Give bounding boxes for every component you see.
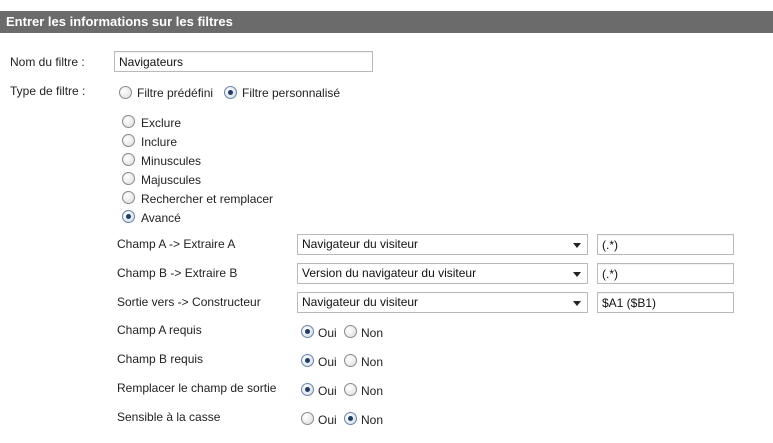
chevron-down-icon — [573, 243, 581, 248]
override-output-yes-label: Oui — [318, 384, 337, 398]
radio-search-replace[interactable] — [122, 191, 135, 204]
section-title: Entrer les informations sur les filtres — [6, 14, 233, 29]
field-a-select-value: Navigateur du visiteur — [302, 237, 419, 251]
radio-include-label: Inclure — [141, 135, 178, 149]
radio-search-replace-label: Rechercher et remplacer — [141, 192, 274, 206]
radio-lowercase-label: Minuscules — [141, 154, 202, 168]
chevron-down-icon — [573, 272, 581, 277]
field-a-required-label: Champ A requis — [117, 323, 202, 337]
field-b-select-value: Version du navigateur du visiteur — [302, 266, 477, 280]
field-b-required-label: Champ B requis — [117, 352, 204, 366]
case-sensitive-label: Sensible à la casse — [117, 410, 221, 424]
field-b-required-yes-label: Oui — [318, 355, 337, 369]
filter-type-label: Type de filtre : — [10, 84, 86, 98]
field-b-required-yes-radio[interactable] — [301, 354, 314, 367]
case-sensitive-yes-radio[interactable] — [301, 412, 314, 425]
radio-uppercase[interactable] — [122, 172, 135, 185]
output-select[interactable] — [297, 292, 588, 313]
field-b-pattern-input[interactable] — [597, 263, 734, 284]
radio-lowercase[interactable] — [122, 153, 135, 166]
filter-type-predefined-radio[interactable] — [119, 86, 132, 99]
case-sensitive-yes-label: Oui — [318, 413, 337, 427]
chevron-down-icon — [573, 301, 581, 306]
field-a-pattern-input[interactable] — [597, 234, 734, 255]
field-b-required-no-radio[interactable] — [344, 354, 357, 367]
output-pattern-input[interactable] — [597, 292, 734, 313]
filter-type-custom-label: Filtre personnalisé — [242, 86, 341, 100]
radio-uppercase-label: Majuscules — [141, 173, 202, 187]
radio-advanced-label: Avancé — [141, 211, 181, 225]
field-a-select[interactable] — [297, 234, 588, 255]
field-a-required-no-label: Non — [361, 326, 384, 340]
field-b-label: Champ B -> Extraire B — [117, 266, 238, 280]
field-a-required-yes-radio[interactable] — [301, 325, 314, 338]
case-sensitive-no-label: Non — [361, 413, 384, 427]
output-select-value: Navigateur du visiteur — [302, 295, 419, 309]
case-sensitive-no-radio[interactable] — [344, 412, 357, 425]
filter-name-label: Nom du filtre : — [10, 55, 85, 69]
field-a-label: Champ A -> Extraire A — [117, 237, 236, 251]
override-output-yes-radio[interactable] — [301, 383, 314, 396]
field-b-required-no-label: Non — [361, 355, 384, 369]
field-a-required-yes-label: Oui — [318, 326, 337, 340]
filter-type-predefined-label: Filtre prédéfini — [137, 86, 214, 100]
override-output-no-label: Non — [361, 384, 384, 398]
field-a-required-no-radio[interactable] — [344, 325, 357, 338]
radio-advanced[interactable] — [122, 210, 135, 223]
section-header — [0, 11, 773, 33]
override-output-label: Remplacer le champ de sortie — [117, 381, 277, 395]
radio-include[interactable] — [122, 134, 135, 147]
filter-type-custom-radio[interactable] — [224, 86, 237, 99]
filter-name-input[interactable] — [114, 51, 373, 72]
output-label: Sortie vers -> Constructeur — [117, 295, 261, 309]
override-output-no-radio[interactable] — [344, 383, 357, 396]
radio-exclude-label: Exclure — [141, 116, 182, 130]
radio-exclude[interactable] — [122, 115, 135, 128]
field-b-select[interactable] — [297, 263, 588, 284]
